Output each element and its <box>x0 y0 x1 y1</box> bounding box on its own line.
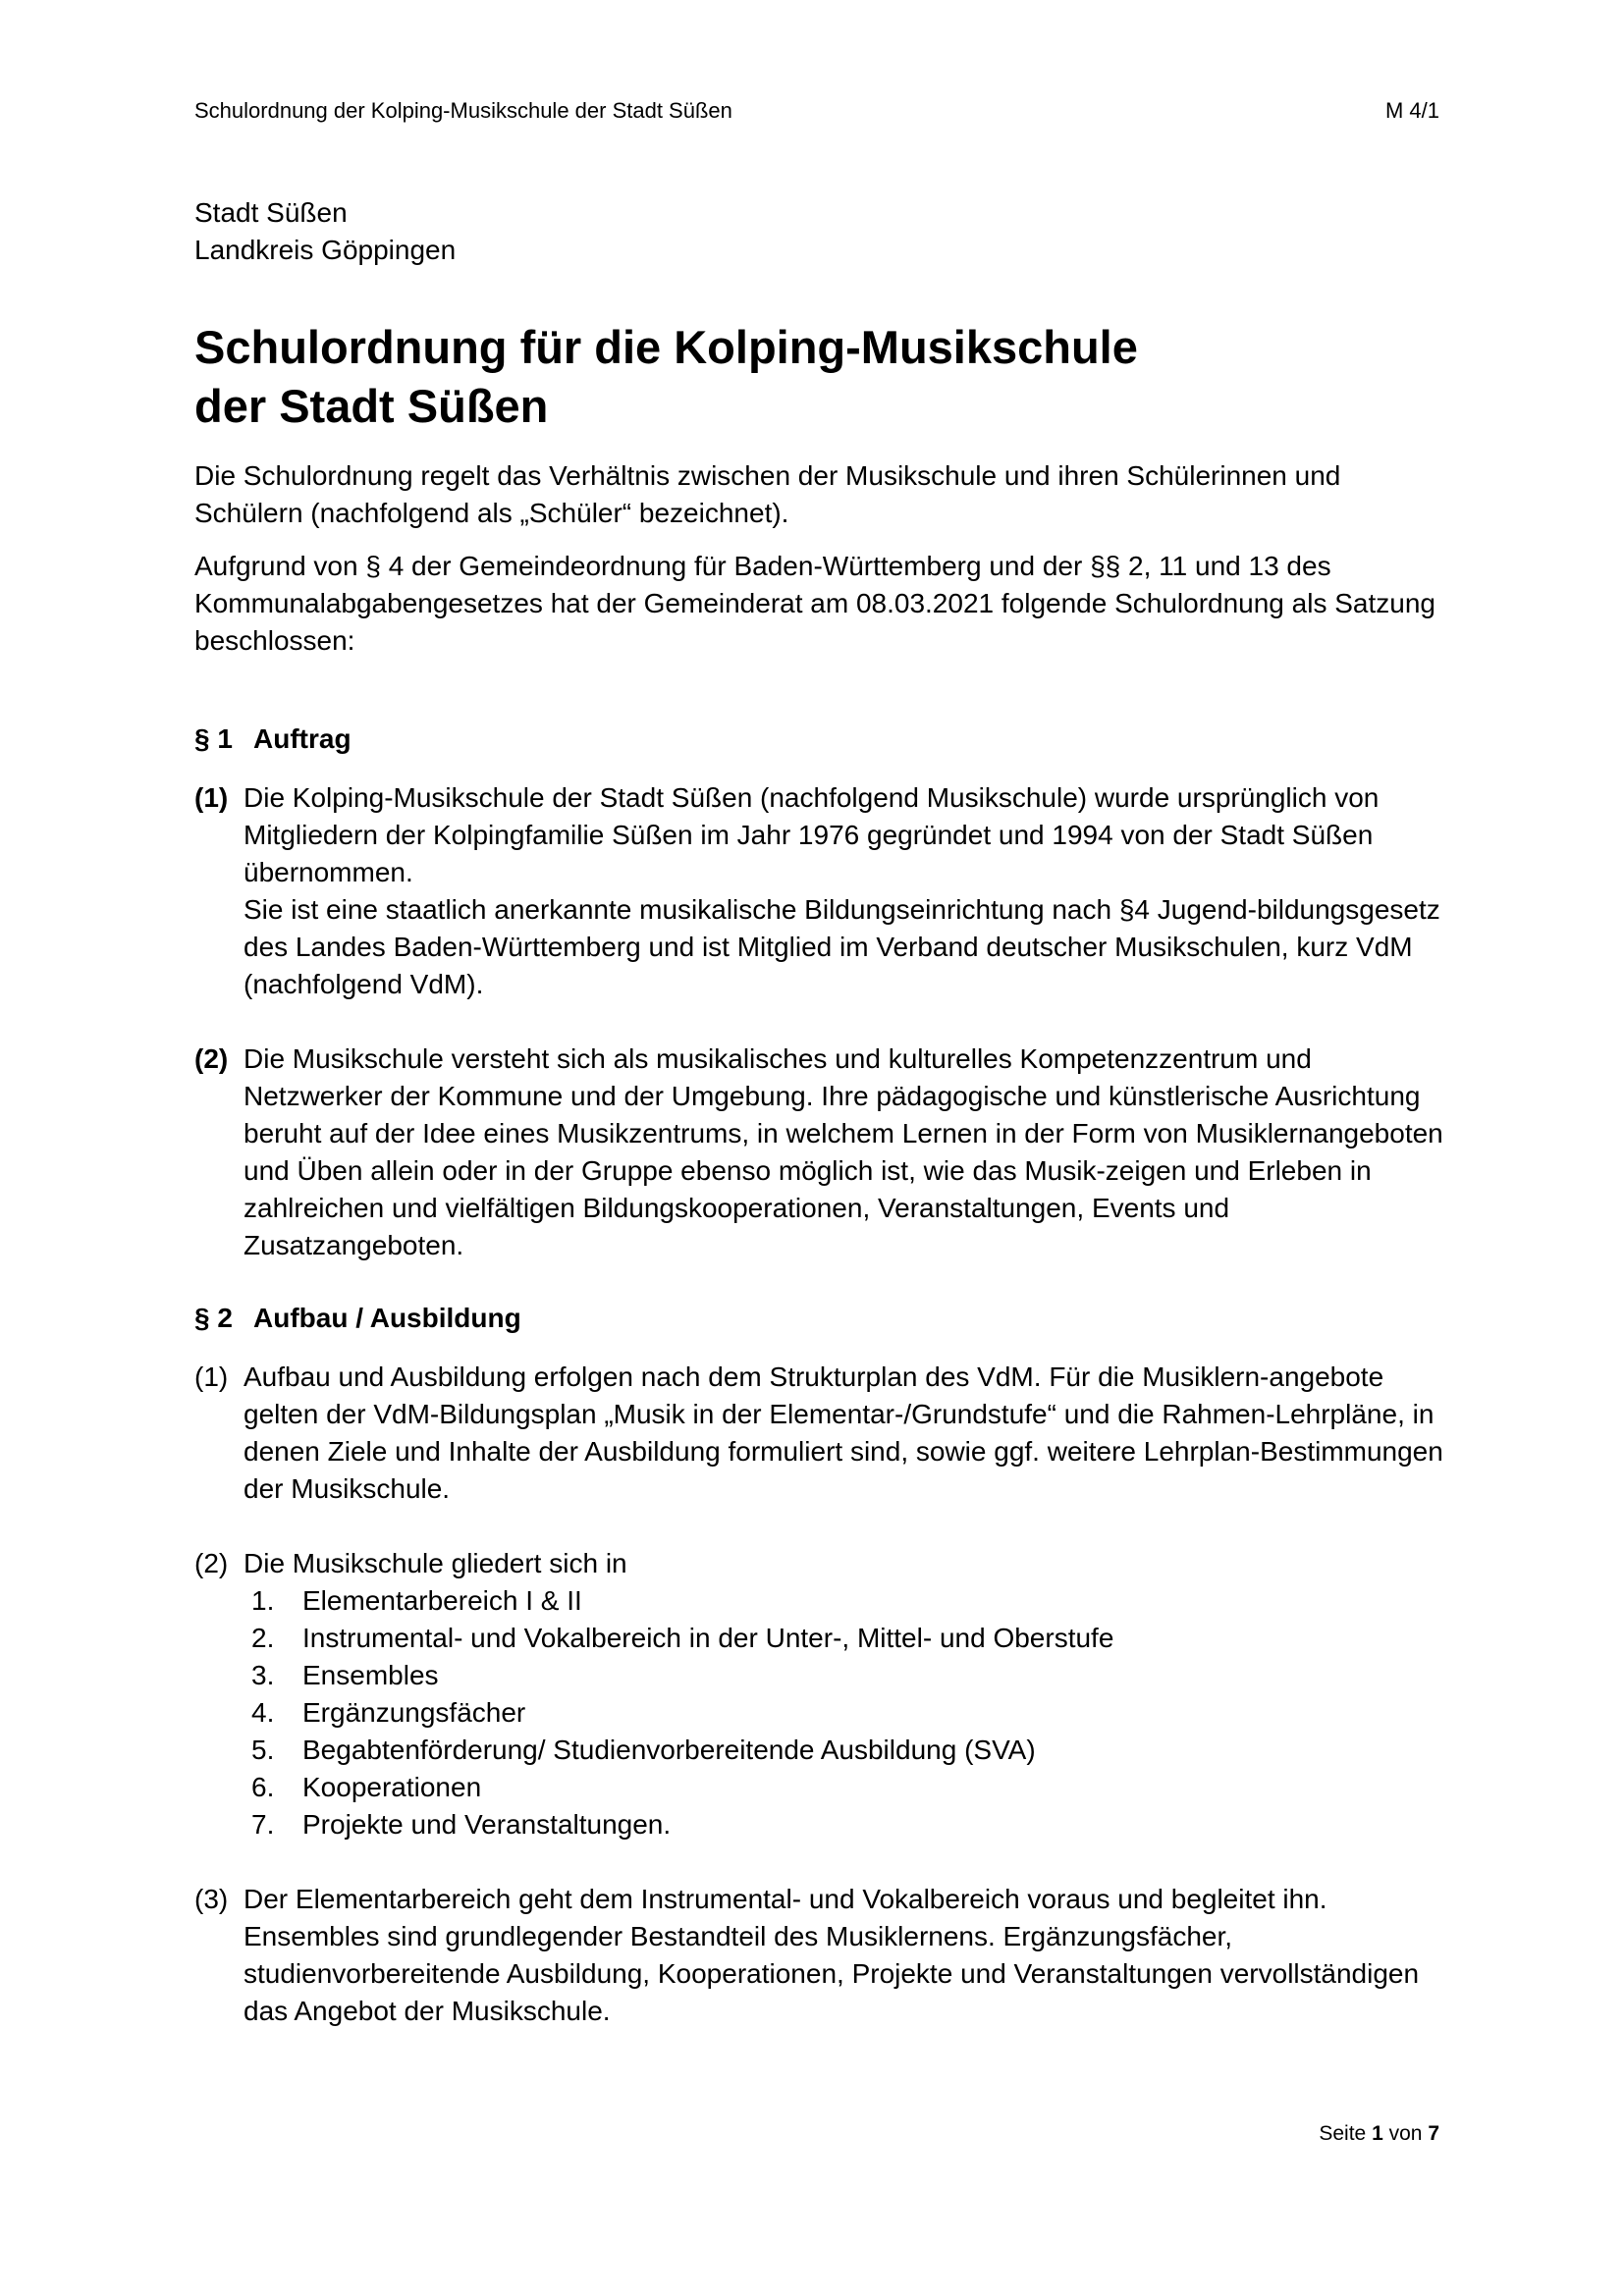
list-item-text: Instrumental- und Vokalbereich in der Unter-, Mittel- und Oberstufe <box>302 1623 1114 1653</box>
header-document-title: Schulordnung der Kolping-Musikschule der Stadt Süßen <box>194 98 732 123</box>
list-item-number: 2. <box>251 1623 275 1653</box>
paragraph-text: Der Elementarbereich geht dem Instrumental- und Vokalbereich voraus und begleitet ihn. Ensembles sind grundlegender Bestandteil des Musiklernens. Ergänzungsfächer, studienvorbereitende Ausbildung, Kooperationen, Projekte und Veranstaltungen vervollständigen das Angebot der Musikschule. <box>244 1884 1420 2026</box>
list-item <box>244 1657 1447 1694</box>
section-1-title: Auftrag <box>253 723 352 754</box>
page-header <box>194 97 1439 125</box>
section-2-title: Aufbau / Ausbildung <box>253 1303 521 1333</box>
paragraph-number: (3) <box>194 1884 229 1914</box>
list-item-text: Begabtenförderung/ Studienvorbereitende Ausbildung (SVA) <box>302 1735 1036 1765</box>
intro-paragraph-1: Die Schulordnung regelt das Verhältnis zwischen der Musikschule und ihren Schülerinnen und Schülern (nachfolgend als „Schüler“ bezeichnet). <box>194 460 1341 528</box>
structure-list <box>244 1582 1447 1843</box>
section-2-number: § 2 <box>194 1303 233 1333</box>
page-of-label: von <box>1388 2122 1423 2145</box>
header-document-code: M 4/1 <box>1384 98 1439 123</box>
page-label: Seite <box>1319 2122 1367 2145</box>
section-1-heading <box>194 721 1447 758</box>
section-1-number: § 1 <box>194 723 233 754</box>
list-item-number: 5. <box>251 1735 275 1765</box>
paragraph-text: Die Musikschule versteht sich als musikalisches und kulturelles Kompetenzzentrum und Netzwerker der Kommune und der Umgebung. Ihre pädagogische und künstlerische Ausrichtung beruht auf der Idee eines Musikzentrums, in welchem Lernen in der Form von Musiklernangeboten und Üben allein oder in der Gruppe ebenso möglich ist, wie das Musik-zeigen und Erleben in zahlreichen und vielfältigen Bildungskooperationen, Veranstaltungen, Events und Zusatzangeboten. <box>244 1043 1443 1260</box>
section-1-paragraph-2 <box>194 1041 1447 1264</box>
total-page-count: 7 <box>1428 2122 1439 2145</box>
page-footer <box>1319 2121 1439 2147</box>
list-item-text: Kooperationen <box>302 1772 482 1802</box>
paragraph-text-part-2: Sie ist eine staatlich anerkannte musikalische Bildungseinrichtung nach §4 Jugend-bildungsgesetz des Landes Baden-Württemberg und ist Mitglied im Verband deutscher Musikschulen, kurz VdM (nachfolgend VdM). <box>244 894 1440 999</box>
address-block <box>194 194 1447 269</box>
list-item <box>244 1732 1447 1769</box>
list-item-number: 1. <box>251 1585 275 1616</box>
list-item-text: Ensembles <box>302 1660 439 1690</box>
document-title-line-1: Schulordnung für die Kolping-Musikschule <box>194 321 1138 373</box>
current-page-number: 1 <box>1372 2122 1383 2145</box>
paragraph-number: (2) <box>194 1548 229 1578</box>
intro-paragraph-2: Aufgrund von § 4 der Gemeindeordnung für Baden-Württemberg und der §§ 2, 11 und 13 des Kommunalabgabengesetzes hat der Gemeinderat am 08.03.2021 folgende Schulordnung als Satzung beschlossen: <box>194 551 1435 656</box>
section-2-heading <box>194 1300 1447 1337</box>
paragraph-number: (2) <box>194 1043 229 1074</box>
paragraph-text: Aufbau und Ausbildung erfolgen nach dem Strukturplan des VdM. Für die Musiklern-angebote gelten der VdM-Bildungsplan „Musik in der Elementar-/Grundstufe“ und die Rahmen-Lehrpläne, in denen Ziele und Inhalte der Ausbildung formuliert sind, sowie ggf. weitere Lehrplan-Bestimmungen der Musikschule. <box>244 1362 1443 1504</box>
list-item <box>244 1582 1447 1620</box>
address-district: Landkreis Göppingen <box>194 235 457 265</box>
section-2-paragraph-3 <box>194 1881 1447 2030</box>
list-item <box>244 1769 1447 1806</box>
address-city: Stadt Süßen <box>194 197 348 228</box>
section-2-paragraph-1 <box>194 1359 1447 1508</box>
paragraph-number: (1) <box>194 782 229 813</box>
document-title <box>194 318 1447 436</box>
paragraph-text-part-1: Die Kolping-Musikschule der Stadt Süßen (nachfolgend Musikschule) wurde ursprünglich von Mitgliedern der Kolpingfamilie Süßen im Jahr 1976 gegründet und 1994 von der Stadt Süßen übernommen. <box>244 782 1380 887</box>
list-item-number: 7. <box>251 1809 275 1840</box>
list-item-text: Projekte und Veranstaltungen. <box>302 1809 672 1840</box>
paragraph-number: (1) <box>194 1362 229 1392</box>
list-item <box>244 1620 1447 1657</box>
document-title-line-2: der Stadt Süßen <box>194 380 549 432</box>
list-item-text: Ergänzungsfächer <box>302 1697 526 1728</box>
list-item-number: 6. <box>251 1772 275 1802</box>
list-item-number: 4. <box>251 1697 275 1728</box>
section-2-paragraph-2 <box>194 1545 1447 1843</box>
paragraph-intro-text: Die Musikschule gliedert sich in <box>244 1548 627 1578</box>
document-body <box>194 194 1447 2030</box>
list-item <box>244 1694 1447 1732</box>
list-item <box>244 1806 1447 1843</box>
section-1-paragraph-1 <box>194 779 1447 1003</box>
paragraph-text <box>244 1545 1447 1843</box>
list-item-text: Elementarbereich I & II <box>302 1585 582 1616</box>
paragraph-text <box>244 779 1447 1003</box>
list-item-number: 3. <box>251 1660 275 1690</box>
